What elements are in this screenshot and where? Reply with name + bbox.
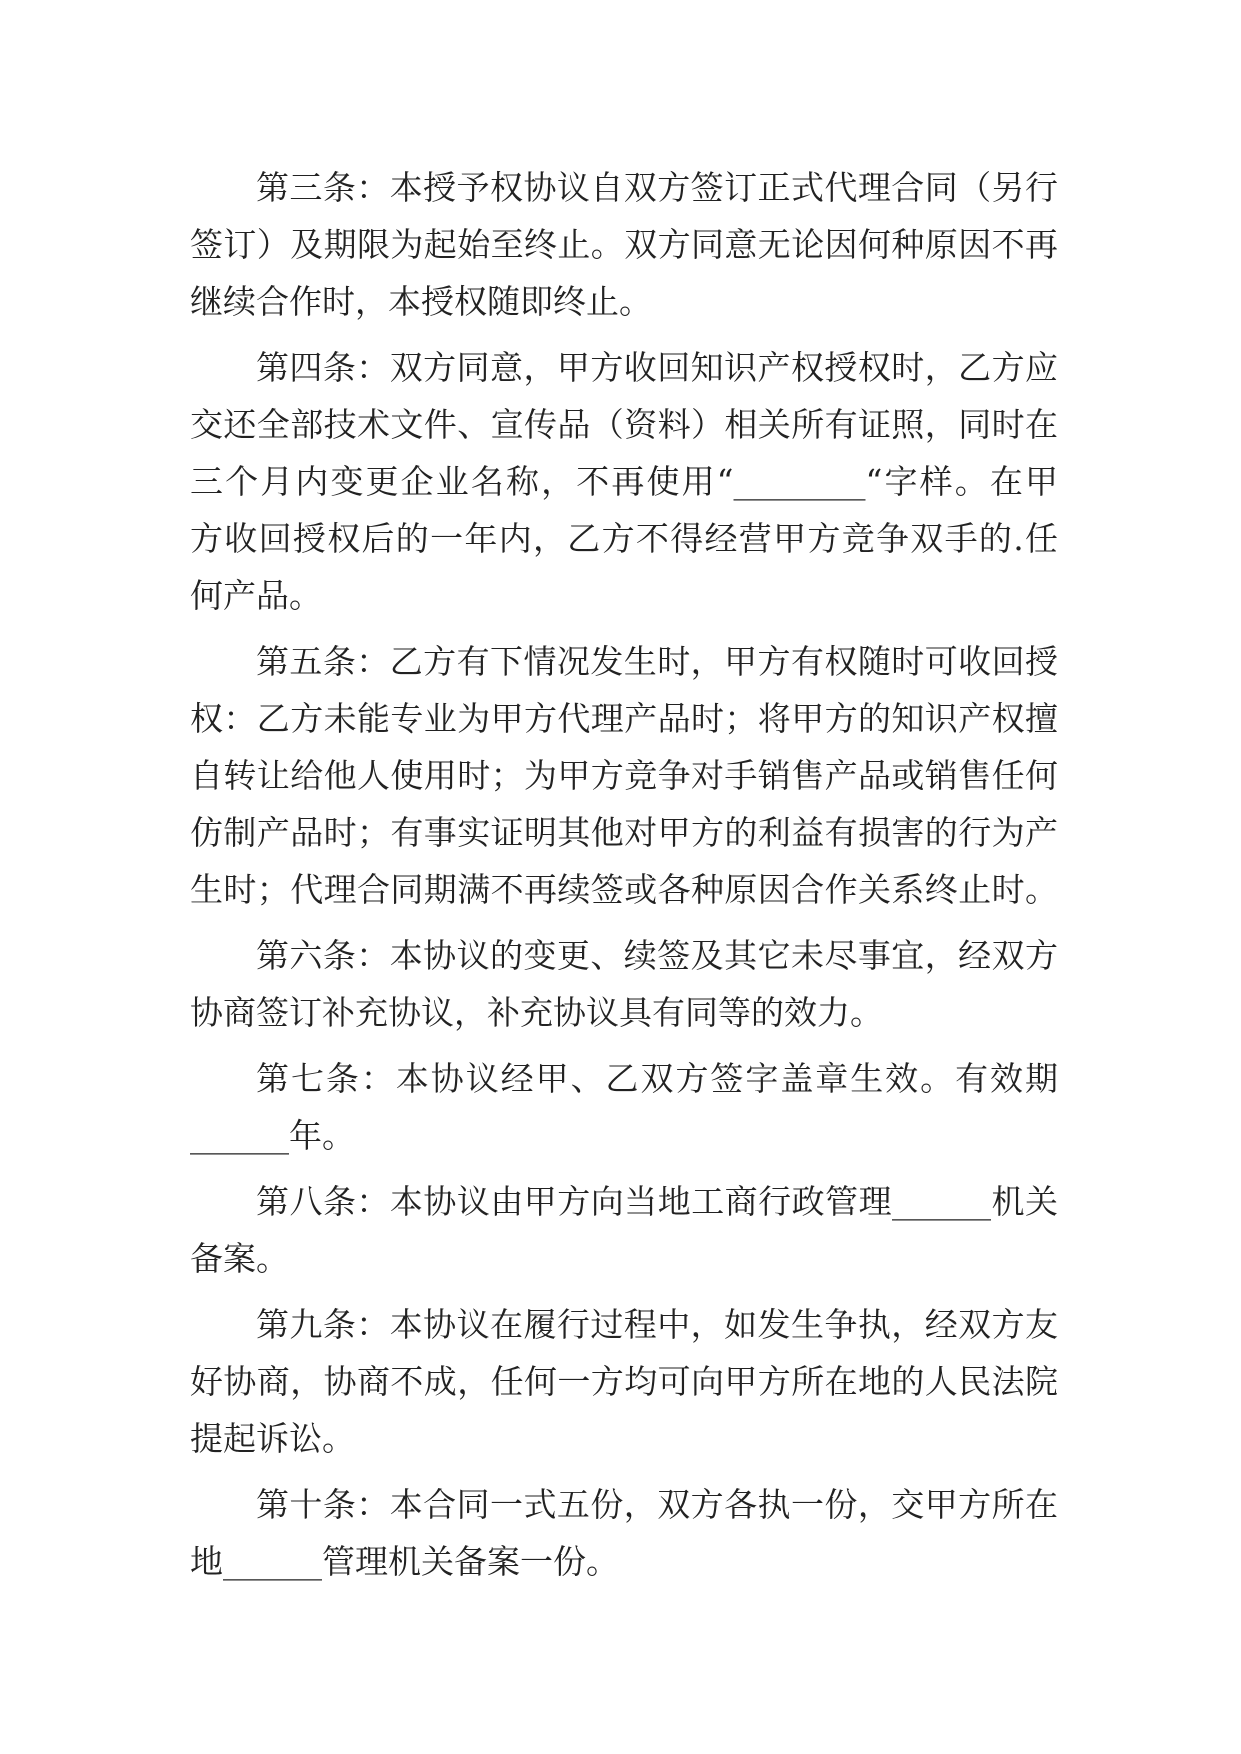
text-line: ______年。 [190,1116,355,1155]
text-line: 权：乙方未能专业为甲方代理产品时；将甲方的知识产权擅 [190,699,1058,738]
text-line: 自转让给他人使用时；为甲方竞争对手销售产品或销售任何 [190,756,1058,795]
text-line: 第八条：本协议由甲方向当地工商行政管理______机关 [256,1182,1058,1221]
text-line: 第十条：本合同一式五份，双方各执一份，交甲方所在 [256,1485,1058,1524]
text-line: 第三条：本授予权协议自双方签订正式代理合同（另行 [256,168,1058,207]
text-line: 第六条：本协议的变更、续签及其它未尽事宜，经双方 [256,936,1058,975]
text-line: 备案。 [190,1239,289,1278]
text-line: 第五条：乙方有下情况发生时，甲方有权随时可收回授 [256,642,1058,681]
text-line: 第九条：本协议在履行过程中，如发生争执，经双方友 [256,1305,1058,1344]
text-line: 生时；代理合同期满不再续签或各种原因合作关系终止时。 [190,870,1058,909]
text-line: 地______管理机关备案一份。 [190,1542,619,1581]
text-line: 三个月内变更企业名称，不再使用“________“字样。在甲 [190,462,1058,501]
text-line: 交还全部技术文件、宣传品（资料）相关所有证照，同时在 [190,405,1058,444]
text-line: 第四条：双方同意，甲方收回知识产权授权时，乙方应 [256,348,1058,387]
text-line: 仿制产品时；有事实证明其他对甲方的利益有损害的行为产 [190,813,1058,852]
text-line: 何产品。 [190,576,322,615]
text-line: 提起诉讼。 [190,1419,355,1458]
text-line: 方收回授权后的一年内，乙方不得经营甲方竞争双手的.任 [190,519,1058,558]
text-line: 好协商，协商不成，任何一方均可向甲方所在地的人民法院 [190,1362,1058,1401]
text-line: 继续合作时，本授权随即终止。 [190,282,652,321]
text-line: 签订）及期限为起始至终止。双方同意无论因何种原因不再 [190,225,1058,264]
text-line: 协商签订补充协议，补充协议具有同等的效力。 [190,993,883,1032]
text-line: 第七条：本协议经甲、乙双方签字盖章生效。有效期 [256,1059,1058,1098]
